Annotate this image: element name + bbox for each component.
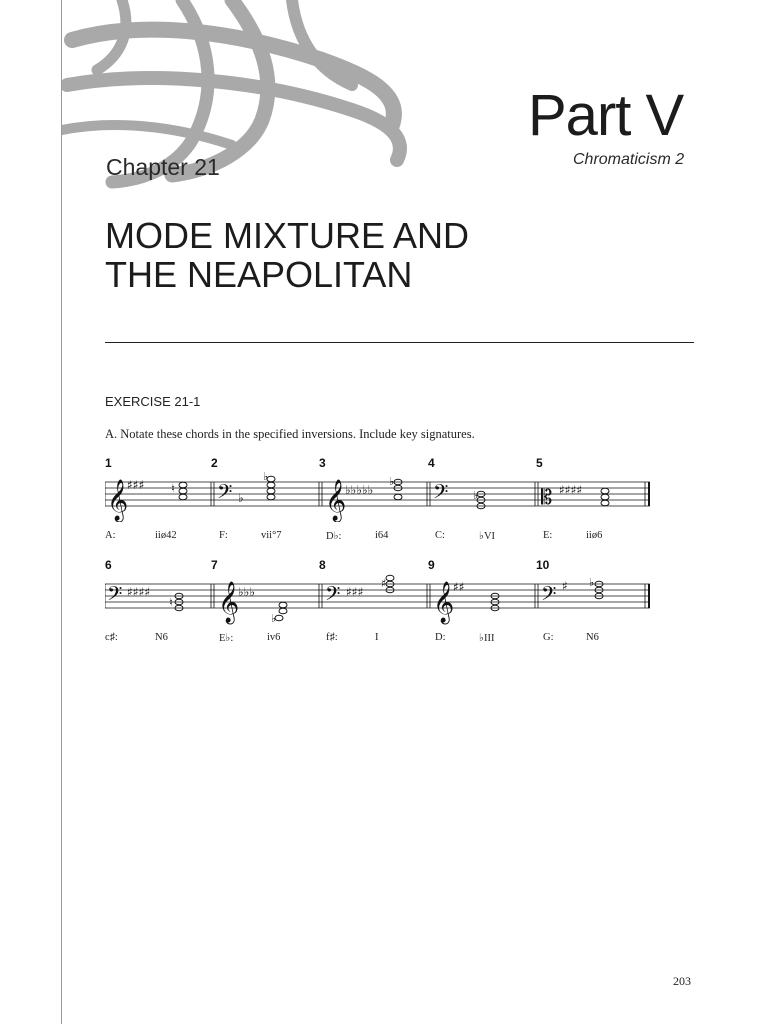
svg-text:♯: ♯ <box>562 579 568 593</box>
key-label: D♭: <box>326 531 342 542</box>
key-label: E: <box>543 530 553 541</box>
section-divider <box>105 342 694 343</box>
svg-text:♭: ♭ <box>238 491 244 505</box>
page-number: 203 <box>673 974 691 988</box>
chapter-label: Chapter 21 <box>106 154 220 180</box>
treble-clef-icon: 𝄞 <box>218 582 240 623</box>
chapter-title-line-2: THE NEAPOLITAN <box>105 254 413 295</box>
key-label: c♯: <box>105 632 118 643</box>
part-title: Part V <box>528 83 684 148</box>
exercise-number: 8 <box>319 558 326 572</box>
roman-numeral-label: iiø6 <box>586 530 603 541</box>
svg-text:♭: ♭ <box>271 612 277 625</box>
music-staff-row-2 <box>105 574 650 626</box>
svg-text:♭♭♭♭♭: ♭♭♭♭♭ <box>345 483 374 497</box>
exercise-label: EXERCISE 21-1 <box>105 394 201 409</box>
key-label: G: <box>543 632 554 643</box>
treble-clef-icon: 𝄞 <box>325 480 347 521</box>
roman-numeral-label: N6 <box>586 632 599 643</box>
svg-text:♭♭♭: ♭♭♭ <box>238 585 255 599</box>
exercise-number: 2 <box>211 456 218 470</box>
treble-clef-icon: 𝄞 <box>433 582 455 623</box>
svg-text:♭: ♭ <box>473 489 479 502</box>
exercise-number: 4 <box>428 456 435 470</box>
exercise-number: 5 <box>536 456 543 470</box>
svg-text:♯♯♯♯: ♯♯♯♯ <box>127 585 151 599</box>
roman-numeral-label: i64 <box>375 530 389 541</box>
svg-text:♯♯: ♯♯ <box>453 580 465 594</box>
bass-clef-icon: 𝄢 <box>433 480 449 508</box>
svg-text:♭: ♭ <box>389 475 395 488</box>
roman-numeral-label: ♭VI <box>479 531 496 542</box>
roman-numeral-label: N6 <box>155 632 168 643</box>
bass-clef-icon: 𝄢 <box>217 480 233 508</box>
svg-text:♭: ♭ <box>263 472 269 483</box>
svg-text:♯♯♯: ♯♯♯ <box>127 478 145 492</box>
exercise-number: 9 <box>428 558 435 572</box>
treble-clef-icon: 𝄞 <box>107 480 129 521</box>
alto-clef-icon: 𝄡 <box>541 485 553 509</box>
exercise-instruction: A. Notate these chords in the specified inversions. Include key signatures. <box>105 427 475 441</box>
key-label: F: <box>219 530 228 541</box>
bass-clef-icon: 𝄢 <box>541 582 557 610</box>
exercise-number: 1 <box>105 456 112 470</box>
key-label: D: <box>435 632 446 643</box>
svg-text:♮: ♮ <box>169 596 173 609</box>
key-label: E♭: <box>219 633 234 644</box>
svg-text:♭: ♭ <box>589 576 595 589</box>
roman-numeral-label: I <box>375 632 379 643</box>
exercise-number: 10 <box>536 558 550 572</box>
roman-numeral-label: iiø42 <box>155 530 177 541</box>
svg-text:♯♯♯♯: ♯♯♯♯ <box>559 483 583 497</box>
roman-numeral-label: iv6 <box>267 632 281 643</box>
roman-numeral-label: vii°7 <box>261 530 282 541</box>
key-label: A: <box>105 530 116 541</box>
bass-clef-icon: 𝄢 <box>325 582 341 610</box>
exercise-number: 6 <box>105 558 112 572</box>
key-label: C: <box>435 530 445 541</box>
music-staff-row-1 <box>105 472 650 522</box>
bass-clef-icon: 𝄢 <box>107 582 123 610</box>
chapter-title <box>105 216 469 294</box>
svg-text:♯: ♯ <box>381 577 387 590</box>
part-subtitle: Chromaticism 2 <box>573 151 685 168</box>
svg-text:♯♯♯: ♯♯♯ <box>346 585 364 599</box>
key-label: f♯: <box>326 632 338 643</box>
exercise-number: 3 <box>319 456 326 470</box>
exercise-number: 7 <box>211 558 218 572</box>
chapter-title-line-1: MODE MIXTURE AND <box>105 215 470 256</box>
svg-text:♮: ♮ <box>171 482 175 495</box>
roman-numeral-label: ♭III <box>479 633 495 644</box>
